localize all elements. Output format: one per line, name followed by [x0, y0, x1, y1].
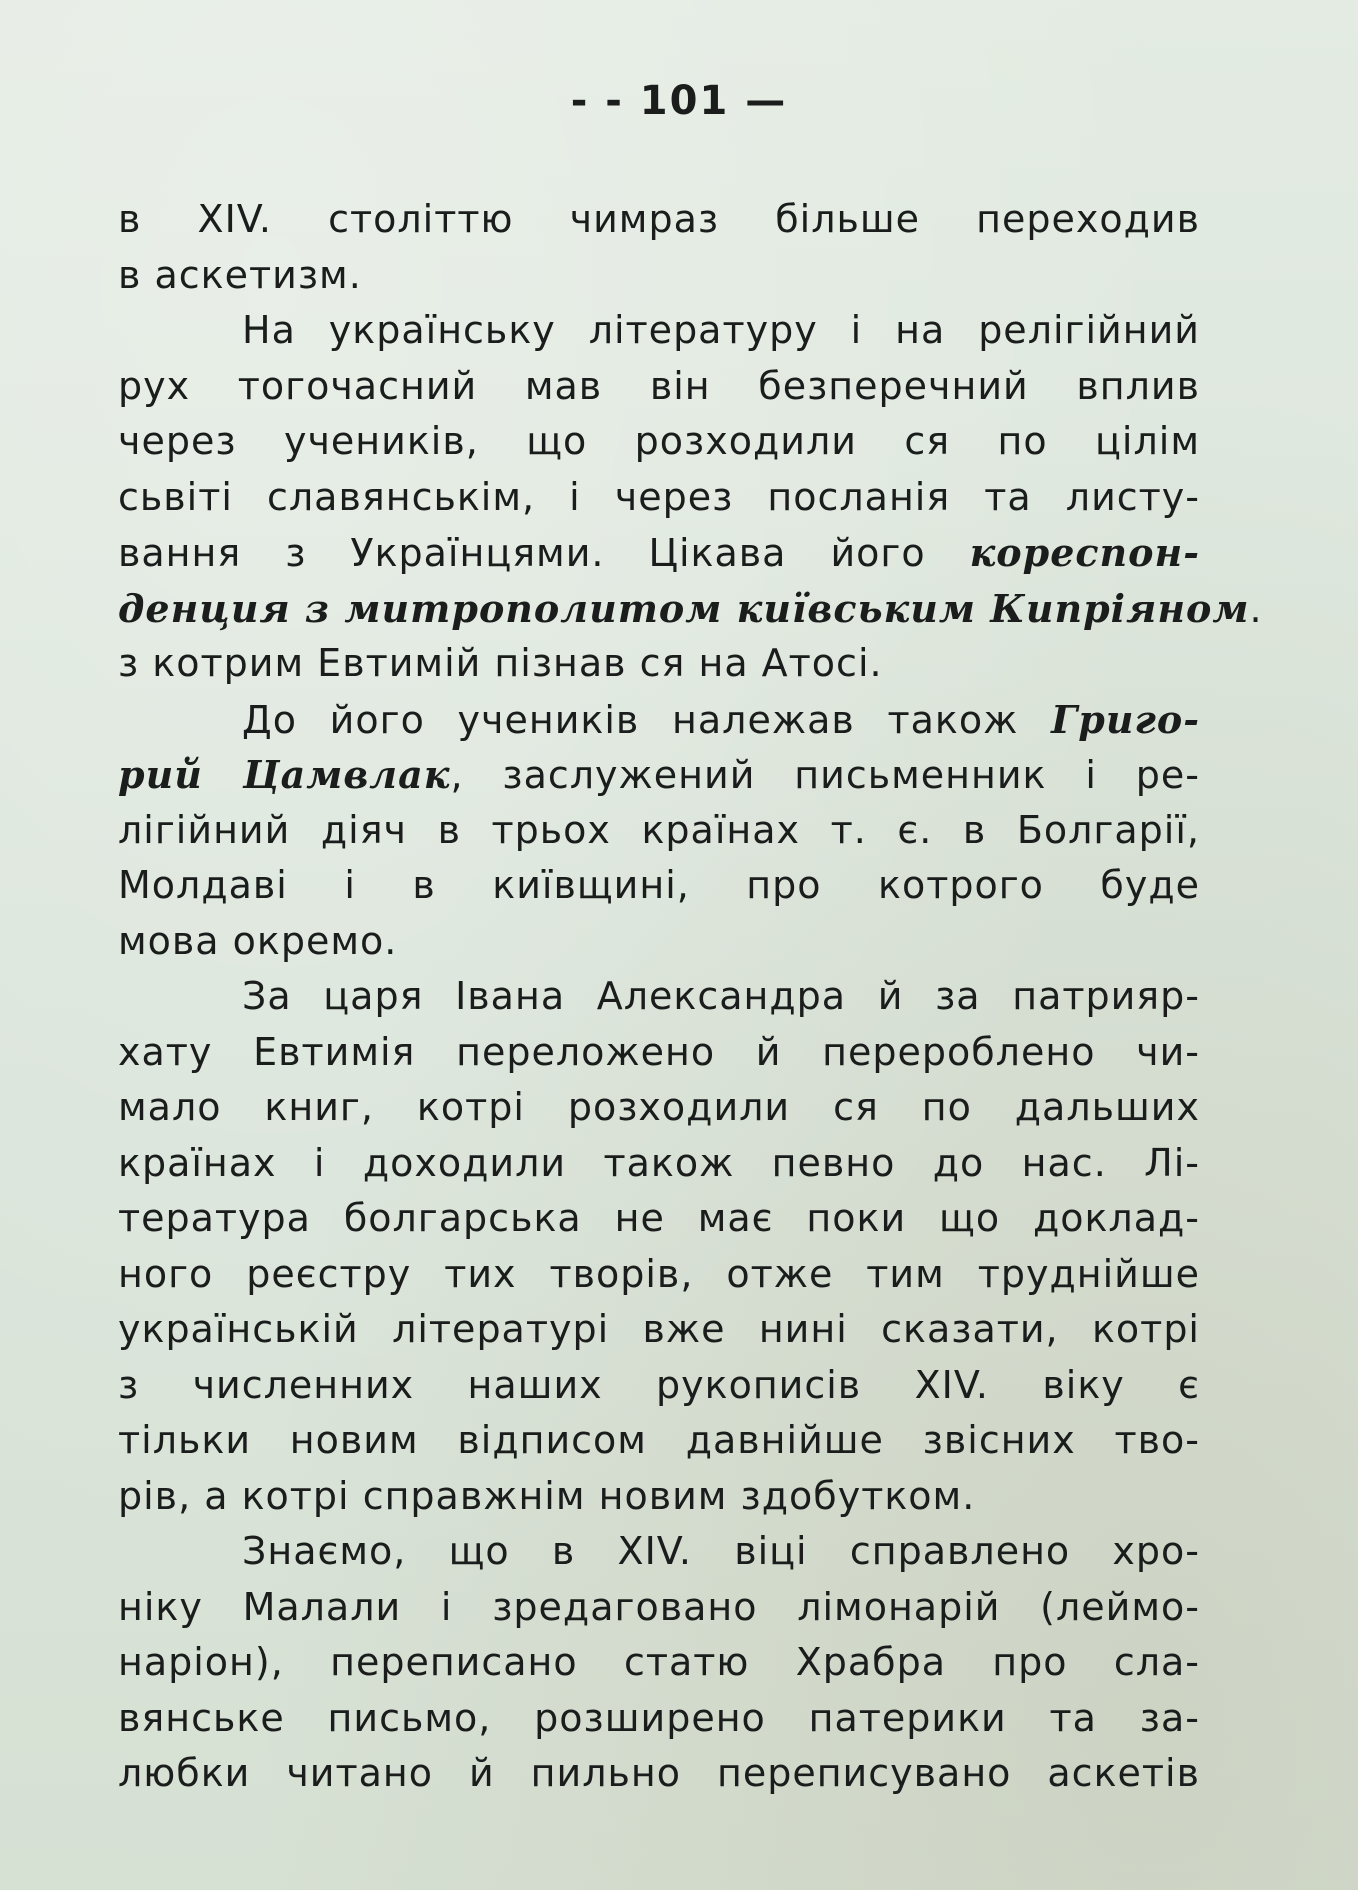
- text-run: наріон), переписано статю Храбра про сла-: [118, 1640, 1200, 1684]
- text-line: [118, 581, 1263, 637]
- text-line: [118, 1358, 1200, 1414]
- text-run: тільки новим відписом давнійше звісних тво-: [118, 1418, 1200, 1462]
- text-line: [118, 1080, 1200, 1136]
- italic-text-run: кореспон-: [969, 530, 1200, 575]
- italic-text-run: Григо-: [1051, 696, 1200, 742]
- text-run: , заслужений письменник і ре-: [450, 753, 1201, 797]
- text-run: в XIV. століттю чимраз більше переходив: [118, 197, 1200, 241]
- text-line: [118, 1691, 1200, 1747]
- text-run: За царя Івана Александра й за патрияр-: [242, 974, 1200, 1018]
- text-run: через учеників, що розходили ся по цілім: [118, 419, 1200, 463]
- text-line: [118, 470, 1200, 526]
- italic-text-run: рий Цамвлак: [118, 752, 451, 797]
- text-run: любки читано й пильно переписувано аскетів: [118, 1751, 1200, 1795]
- text-line: [118, 1469, 1200, 1525]
- text-run: На українську літературу і на релігійний: [242, 308, 1200, 352]
- text-run: країнах і доходили також певно до нас. Лі-: [118, 1140, 1200, 1185]
- text-run: Молдаві і в київщині, про котрого буде: [118, 863, 1200, 907]
- text-line: [118, 692, 1200, 748]
- text-run: мало книг, котрі розходили ся по дальших: [118, 1085, 1200, 1129]
- text-line: [118, 636, 1200, 692]
- text-run: рів, а котрі справжнім новим здобутком.: [118, 1473, 976, 1518]
- page-number: - - 101 —: [570, 78, 788, 124]
- text-run: вянське письмо, розширено патерики та за-: [118, 1695, 1200, 1740]
- text-line: [118, 303, 1200, 359]
- body-text: [118, 192, 1263, 1802]
- text-run: з численних наших рукописів XIV. віку є: [118, 1362, 1200, 1407]
- text-run: лігійний діяч в трьох країнах т. є. в Болгарії,: [118, 807, 1200, 852]
- text-line: [118, 1580, 1200, 1636]
- text-run: сьвіті славянськім, і через посланія та листу-: [118, 474, 1200, 519]
- text-line: [118, 969, 1200, 1025]
- text-line: [118, 414, 1200, 470]
- text-run: ного реєстру тих творів, отже тим труднійше: [118, 1251, 1200, 1296]
- text-line: [118, 1136, 1200, 1192]
- text-line: [118, 248, 1200, 304]
- text-run: хату Евтимія переложено й перероблено чи-: [118, 1029, 1200, 1074]
- text-line: [118, 1635, 1200, 1691]
- text-run: До його учеників належав також: [242, 697, 1052, 742]
- text-run: мова окремо.: [118, 918, 398, 963]
- text-line: [118, 1746, 1200, 1802]
- text-line: [118, 914, 1200, 970]
- italic-text-run: денция з митрополитом київським Кипріяном: [118, 585, 1250, 631]
- text-line: [118, 747, 1200, 803]
- text-run: з котрим Евтимій пізнав ся на Атосі.: [118, 641, 883, 685]
- text-run: в аскетизм.: [118, 252, 362, 297]
- text-run: .: [1249, 586, 1263, 631]
- text-line: [118, 1025, 1200, 1081]
- text-line: [118, 1247, 1200, 1303]
- text-run: вання з Українцями. Цікава його: [118, 531, 970, 575]
- text-line: [118, 1413, 1200, 1469]
- text-line: [118, 803, 1200, 859]
- text-line: [118, 1191, 1200, 1247]
- text-line: [118, 192, 1200, 248]
- text-line: [118, 1302, 1200, 1358]
- text-line: [118, 858, 1200, 914]
- text-run: ніку Малали і зредаговано лімонарій (леймо-: [118, 1584, 1200, 1629]
- text-run: Знаємо, що в XIV. віці справлено хро-: [242, 1529, 1200, 1573]
- text-run: тература болгарська не має поки що доклад-: [118, 1196, 1200, 1240]
- text-run: українській літературі вже нині сказати, котрі: [118, 1307, 1200, 1351]
- text-line: [118, 525, 1200, 581]
- text-run: рух тогочасний мав він безперечний вплив: [118, 363, 1200, 408]
- text-line: [118, 359, 1200, 415]
- text-line: [118, 1524, 1200, 1580]
